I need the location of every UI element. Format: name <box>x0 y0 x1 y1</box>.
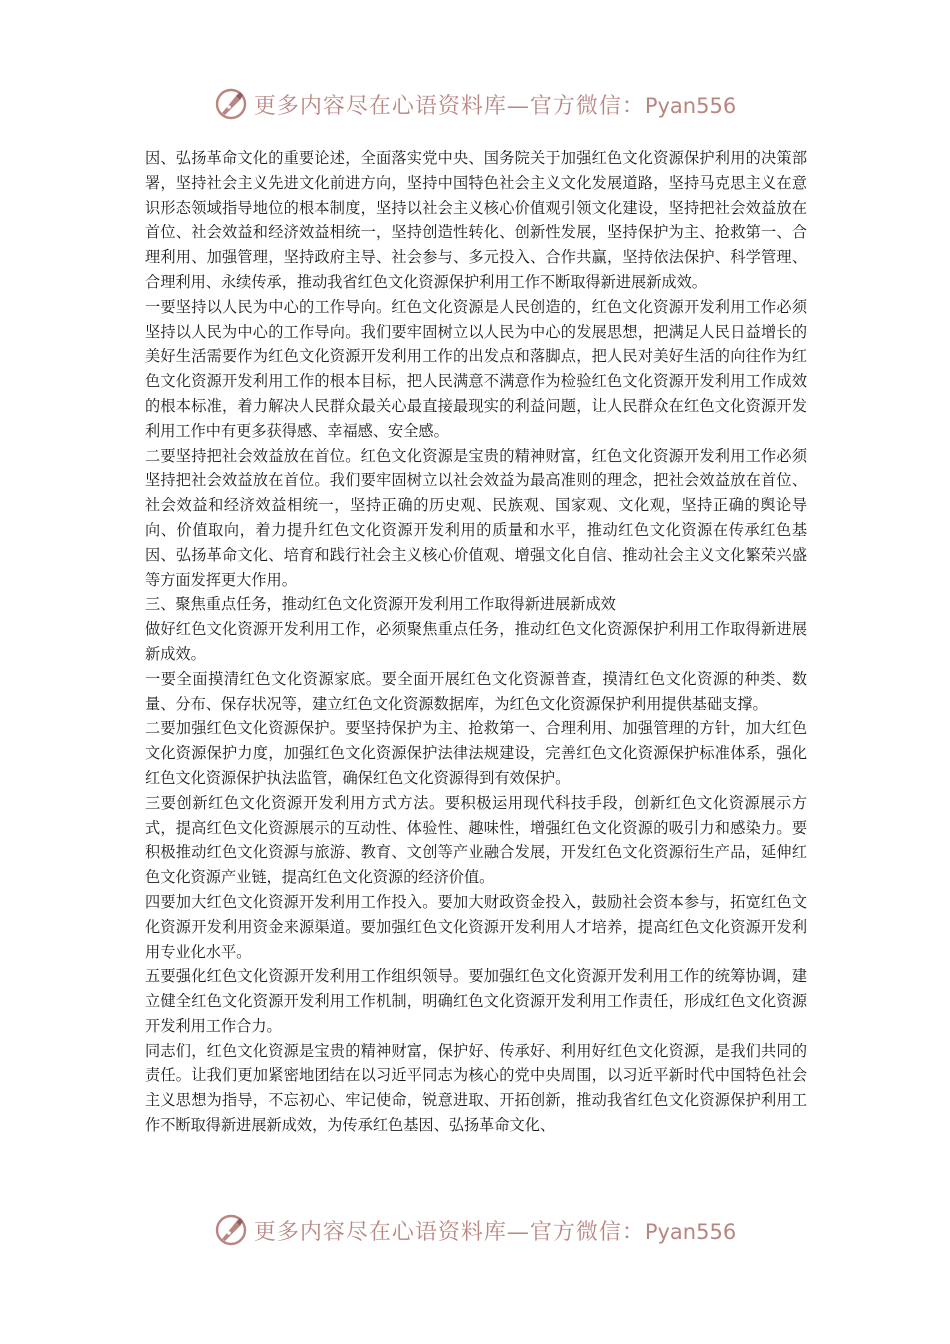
paragraph: 因、弘扬革命文化的重要论述，全面落实党中央、国务院关于加强红色文化资源保护利用的决策部署，坚持社会主义先进文化前进方向，坚持中国特色社会主义文化发展道路，坚持马克思主义在意识形态领域指导地位的根本制度，坚持以社会主义核心价值观引领文化建设，坚持把社会效益放在首位、社会效益和经济效益相统一，坚持创造性转化、创新性发展，坚持保护为主、抢救第一、合理利用、加强管理，坚持政府主导、社会参与、多元投入、合作共赢，坚持依法保护、科学管理、合理利用、永续传承，推动我省红色文化资源保护利用工作不断取得新进展新成效。 <box>145 149 807 291</box>
wechat-handle: Pyan556 <box>644 93 737 118</box>
pen-nib-logo-icon <box>214 1213 248 1247</box>
header-banner <box>0 84 950 124</box>
paragraph: 四要加大红色文化资源开发利用工作投入。要加大财政资金投入，鼓励社会资本参与，拓宽红色文化资源开发利用资金来源渠道。要加强红色文化资源开发利用人才培养，提高红色文化资源开发利用专业化水平。 <box>145 892 807 961</box>
section-heading: 三、聚焦重点任务，推动红色文化资源开发利用工作取得新进展新成效 <box>145 595 616 614</box>
paragraph: 三要创新红色文化资源开发利用方式方法。要积极运用现代科技手段，创新红色文化资源展示方式，提高红色文化资源展示的互动性、体验性、趣味性，增强红色文化资源的吸引力和感染力。要积极推动红色文化资源与旅游、教育、文创等产业融合发展，开发红色文化资源衍生产品，延伸红色文化资源产业链，提高红色文化资源的经济价值。 <box>145 793 807 887</box>
paragraph: 一要全面摸清红色文化资源家底。要全面开展红色文化资源普查，摸清红色文化资源的种类、数量、分布、保存状况等，建立红色文化资源数据库，为红色文化资源保护利用提供基础支撑。 <box>145 669 807 713</box>
paragraph: 五要强化红色文化资源开发利用工作组织领导。要加强红色文化资源开发利用工作的统筹协调，建立健全红色文化资源开发利用工作机制，明确红色文化资源开发利用工作责任，形成红色文化资源开发利用工作合力。 <box>145 967 807 1035</box>
pen-nib-logo-icon <box>214 87 248 121</box>
paragraph: 二要加强红色文化资源保护。要坚持保护为主、抢救第一、合理利用、加强管理的方针，加大红色文化资源保护力度，加强红色文化资源保护法律法规建设，完善红色文化资源保护标准体系，强化红色文化资源保护执法监管，确保红色文化资源得到有效保护。 <box>145 719 807 787</box>
paragraph: 做好红色文化资源开发利用工作，必须聚焦重点任务，推动红色文化资源保护利用工作取得新进展新成效。 <box>145 620 807 663</box>
paragraph: 一要坚持以人民为中心的工作导向。红色文化资源是人民创造的，红色文化资源开发利用工作必须坚持以人民为中心的工作导向。我们要牢固树立以人民为中心的发展思想，把满足人民日益增长的美好生活需要作为红色文化资源开发利用工作的出发点和落脚点，把人民对美好生活的向往作为红色文化资源开发利用工作的根本目标，把人民满意不满意作为检验红色文化资源开发利用工作成效的根本标准，着力解决人民群众最关心最直接最现实的利益问题，让人民群众在红色文化资源开发利用工作中有更多获得感、幸福感、安全感。 <box>145 297 807 440</box>
document-body <box>145 146 807 1138</box>
paragraph: 二要坚持把社会效益放在首位。红色文化资源是宝贵的精神财富，红色文化资源开发利用工作必须坚持把社会效益放在首位。我们要牢固树立以社会效益为最高准则的理念，把社会效益放在首位、社会效益和经济效益相统一，坚持正确的历史观、民族观、国家观、文化观，坚持正确的舆论导向、价值取向，着力提升红色文化资源开发利用的质量和水平，推动红色文化资源在传承红色基因、弘扬革命文化、培育和践行社会主义核心价值观、增强文化自信、推动社会主义文化繁荣兴盛等方面发挥更大作用。 <box>145 446 807 589</box>
banner-text: 更多内容尽在心语资料库—官方微信：Pyan556 <box>253 1219 737 1245</box>
paragraph: 同志们，红色文化资源是宝贵的精神财富，保护好、传承好、利用好红色文化资源，是我们共同的责任。让我们更加紧密地团结在以习近平同志为核心的党中央周围，以习近平新时代中国特色社会主义思想为指导，不忘初心、牢记使命，锐意进取、开拓创新，推动我省红色文化资源保护利用工作不断取得新进展新成效，为传承红色基因、弘扬革命文化、 <box>145 1041 807 1135</box>
banner-text: 更多内容尽在心语资料库—官方微信：Pyan556 <box>253 93 737 119</box>
footer-banner <box>0 1210 950 1250</box>
wechat-handle: Pyan556 <box>644 1219 737 1244</box>
